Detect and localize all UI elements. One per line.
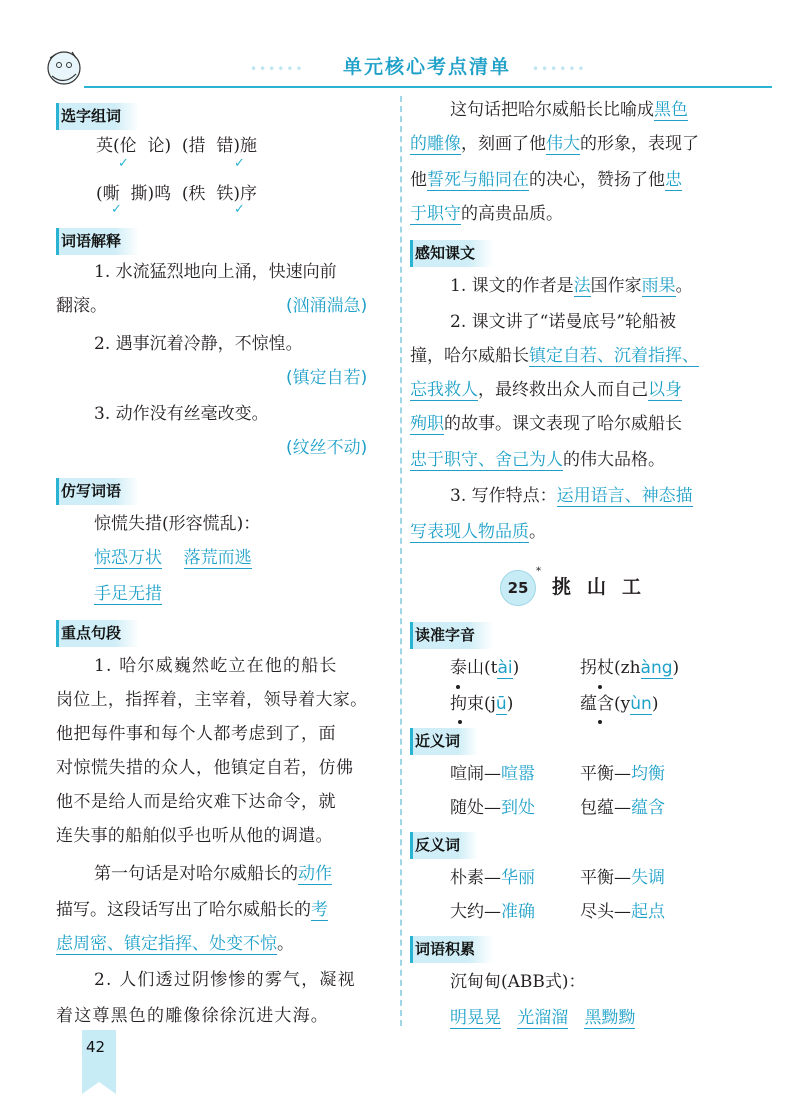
pinyin-row bbox=[450, 690, 513, 718]
text: 论) ( bbox=[136, 136, 189, 156]
passage-line: 2. 人们透过阴惨惨的雾气，凝视 bbox=[94, 970, 356, 990]
analysis-line bbox=[56, 930, 294, 958]
synonym-row bbox=[450, 760, 535, 788]
analysis-line bbox=[410, 166, 682, 194]
answer-choice: 嘶 bbox=[102, 184, 120, 204]
answer-word: 落荒而逃 bbox=[183, 548, 252, 568]
section-tag-text-overview: 感知课文 bbox=[410, 240, 493, 267]
overview-line bbox=[410, 518, 546, 546]
text: 包蕴— bbox=[580, 798, 631, 818]
answer-choice: 伦 bbox=[119, 136, 137, 156]
passage-line: 连失事的船舶似乎也听从他的调遣。 bbox=[56, 826, 333, 846]
answer-text: 运用语言、神态描 bbox=[556, 486, 693, 506]
lesson-number-badge: 25 bbox=[500, 570, 536, 606]
text: 拘束(j bbox=[450, 694, 496, 714]
text: 他 bbox=[410, 170, 427, 190]
passage-line: 他不是给人而是给灾难下达命令，就 bbox=[56, 792, 336, 812]
section-tag-word-choice: 选字组词 bbox=[56, 103, 139, 130]
answer-word: 手足无措 bbox=[94, 584, 162, 604]
text: 拐杖(zh bbox=[580, 658, 641, 678]
text: 撕)鸣 ( bbox=[119, 184, 189, 204]
answer-word: 华丽 bbox=[501, 868, 535, 888]
answer-word: 光溜溜 bbox=[517, 1008, 569, 1028]
text: ，最终救出众人而自己 bbox=[478, 380, 648, 400]
text: 的故事。课文表现了哈尔威船长 bbox=[444, 414, 682, 434]
antonym-row bbox=[450, 898, 535, 926]
header-dots-left: •••••• bbox=[250, 62, 305, 76]
passage-line: 1. 哈尔威巍然屹立在他的船长 bbox=[94, 656, 338, 676]
pinyin-row bbox=[580, 690, 658, 718]
answer-text: 忠 bbox=[665, 170, 682, 190]
synonym-row bbox=[450, 794, 535, 822]
answer-text: 誓死与船同在 bbox=[427, 170, 529, 190]
meaning-line: 1. 水流猛烈地向上涌，快速向前 bbox=[94, 262, 337, 282]
header-rule bbox=[84, 86, 772, 88]
section-tag-imitate-words: 仿写词语 bbox=[56, 478, 139, 505]
check-mark-icon: ✓ bbox=[118, 156, 129, 171]
check-mark-icon: ✓ bbox=[234, 156, 245, 171]
passage-line: 对惊慌失措的众人，他镇定自若，仿佛 bbox=[56, 758, 354, 778]
section-tag-word-meaning: 词语解释 bbox=[56, 228, 139, 255]
text: ) bbox=[512, 658, 520, 678]
meaning-answer: (镇定自若) bbox=[286, 368, 368, 388]
answer-text: 忘我救人 bbox=[410, 380, 478, 400]
answer-word: 明晃晃 bbox=[450, 1008, 501, 1028]
section-title: 单元核心考点清单 bbox=[342, 56, 511, 78]
answer-text: 雨果 bbox=[641, 276, 676, 296]
passage-line: 岗位上，指挥着，主宰着，领导着大家。 bbox=[56, 690, 368, 710]
synonym-row bbox=[580, 760, 665, 788]
answer-word: 喧嚣 bbox=[501, 764, 535, 784]
text: 泰山(t bbox=[450, 658, 498, 678]
text: 第一句话是对哈尔威船长的 bbox=[94, 864, 298, 884]
section-tag-synonyms: 近义词 bbox=[410, 728, 478, 755]
lesson-star-mark: * bbox=[536, 566, 541, 577]
answer-text: 的雕像 bbox=[410, 134, 461, 154]
text: 英( bbox=[96, 136, 120, 156]
answer-word: 到处 bbox=[501, 798, 535, 818]
check-mark-icon: ✓ bbox=[234, 202, 245, 217]
page-header bbox=[0, 0, 800, 100]
pinyin-answer: àng bbox=[640, 658, 673, 678]
text: 的高贵品质。 bbox=[461, 204, 563, 224]
answer-text: 镇定自若、沉着指挥、 bbox=[529, 346, 699, 366]
pinyin-row bbox=[580, 654, 679, 682]
text: 描写。这段话写出了哈尔威船长的 bbox=[56, 900, 311, 920]
meaning-line: 3. 动作没有丝毫改变。 bbox=[94, 404, 269, 424]
overview-line: 2. 课文讲了“诺曼底号”轮船被 bbox=[450, 312, 677, 332]
text: 尽头— bbox=[580, 902, 631, 922]
text: 。 bbox=[675, 276, 693, 296]
imitate-prompt: 惊慌失措(形容慌乱)： bbox=[94, 514, 261, 534]
text: 喧闹— bbox=[450, 764, 501, 784]
answer-text: 殉职 bbox=[410, 414, 444, 434]
antonym-row bbox=[450, 864, 535, 892]
analysis-line bbox=[94, 860, 332, 888]
answer-text: 黑色 bbox=[654, 100, 688, 120]
section-tag-antonyms: 反义词 bbox=[410, 832, 478, 859]
text: 国作家 bbox=[590, 276, 642, 296]
text: 平衡— bbox=[580, 764, 631, 784]
text: 的决心，赞扬了他 bbox=[529, 170, 665, 190]
text: 撞，哈尔威船长 bbox=[410, 346, 529, 366]
emphasis-dot bbox=[456, 685, 460, 689]
text: 平衡— bbox=[580, 868, 631, 888]
lesson-title: 挑山工 bbox=[552, 576, 658, 598]
pinyin-answer: ùn bbox=[630, 694, 652, 714]
answer-word: 惊恐万状 bbox=[94, 548, 162, 568]
text: 大约— bbox=[450, 902, 501, 922]
analysis-line bbox=[56, 896, 328, 924]
text: ( bbox=[96, 184, 103, 204]
synonym-row bbox=[580, 794, 665, 822]
mascot-logo-icon bbox=[42, 46, 86, 90]
answer-word: 蕴含 bbox=[631, 798, 665, 818]
answer-choice: 秩 bbox=[188, 184, 206, 204]
emphasis-dot bbox=[598, 720, 602, 724]
pinyin-answer: ài bbox=[497, 658, 513, 678]
text: 1. 课文的作者是 bbox=[450, 276, 574, 296]
section-tag-word-accumulation: 词语积累 bbox=[410, 936, 493, 963]
section-tag-key-passages: 重点句段 bbox=[56, 620, 139, 647]
emphasis-dot bbox=[598, 685, 602, 689]
text: 这句话把哈尔威船长比喻成 bbox=[450, 100, 654, 120]
text: 铁)序 bbox=[205, 184, 257, 204]
meaning-answer: (汹涌湍急) bbox=[286, 296, 368, 316]
overview-line bbox=[410, 376, 682, 404]
text: ) bbox=[651, 694, 659, 714]
meaning-answer: (纹丝不动) bbox=[286, 438, 368, 458]
pinyin-row bbox=[450, 654, 519, 682]
analysis-line bbox=[450, 96, 688, 124]
answer-text: 忠于职守、舍己为人 bbox=[410, 450, 563, 470]
passage-line: 他把每件事和每个人都考虑到了，面 bbox=[56, 724, 336, 744]
emphasis-dot bbox=[458, 720, 462, 724]
text: 的伟大品格。 bbox=[563, 450, 665, 470]
answer-word: 失调 bbox=[631, 868, 665, 888]
overview-line bbox=[410, 342, 699, 370]
answer-text: 法 bbox=[573, 276, 591, 296]
antonym-row bbox=[580, 898, 665, 926]
passage-line: 着这尊黑色的雕像徐徐沉进大海。 bbox=[56, 1006, 329, 1026]
imitate-answers-row bbox=[94, 580, 162, 608]
pinyin-answer: ū bbox=[495, 694, 507, 714]
text: ) bbox=[506, 694, 514, 714]
answer-text: 于职守 bbox=[410, 204, 461, 224]
answer-word: 准确 bbox=[501, 902, 535, 922]
answer-text: 写表现人物品质 bbox=[410, 522, 529, 542]
text: ) bbox=[672, 658, 680, 678]
text: 3. 写作特点： bbox=[450, 486, 557, 506]
answer-text: 考 bbox=[311, 900, 328, 920]
analysis-line bbox=[410, 200, 563, 228]
answer-text: 伟大 bbox=[546, 134, 580, 154]
answer-word: 黑黝黝 bbox=[584, 1008, 636, 1028]
accumulation-answers bbox=[450, 1004, 635, 1032]
answer-text: 以身 bbox=[648, 380, 682, 400]
text: 随处— bbox=[450, 798, 501, 818]
answer-word: 均衡 bbox=[631, 764, 665, 784]
text: 。 bbox=[529, 522, 546, 542]
text: 。 bbox=[277, 934, 294, 954]
overview-line bbox=[450, 272, 693, 300]
page-number: 42 bbox=[86, 1038, 106, 1056]
column-divider bbox=[400, 96, 402, 1026]
text: ，刻画了他 bbox=[461, 134, 546, 154]
answer-word: 起点 bbox=[631, 902, 665, 922]
check-mark-icon: ✓ bbox=[111, 202, 122, 217]
text: 的形象，表现了 bbox=[580, 134, 699, 154]
accumulation-prompt: 沉甸甸(ABB式)： bbox=[450, 972, 586, 992]
overview-line bbox=[410, 446, 665, 474]
overview-line bbox=[410, 410, 682, 438]
section-tag-pronunciation: 读准字音 bbox=[410, 622, 493, 649]
text: 错)施 bbox=[205, 136, 257, 156]
header-dots-right: •••••• bbox=[532, 62, 587, 76]
meaning-line: 翻滚。 bbox=[56, 296, 107, 316]
answer-text: 动作 bbox=[298, 864, 332, 884]
meaning-line: 2. 遇事沉着冷静，不惊惶。 bbox=[94, 334, 303, 354]
text: 朴素— bbox=[450, 868, 501, 888]
imitate-answers-row bbox=[94, 544, 252, 572]
overview-line bbox=[450, 482, 693, 510]
answer-text: 虑周密、镇定指挥、处变不惊 bbox=[56, 934, 277, 954]
analysis-line bbox=[410, 130, 699, 158]
text: 蕴含(y bbox=[580, 694, 631, 714]
antonym-row bbox=[580, 864, 665, 892]
answer-choice: 措 bbox=[188, 136, 206, 156]
